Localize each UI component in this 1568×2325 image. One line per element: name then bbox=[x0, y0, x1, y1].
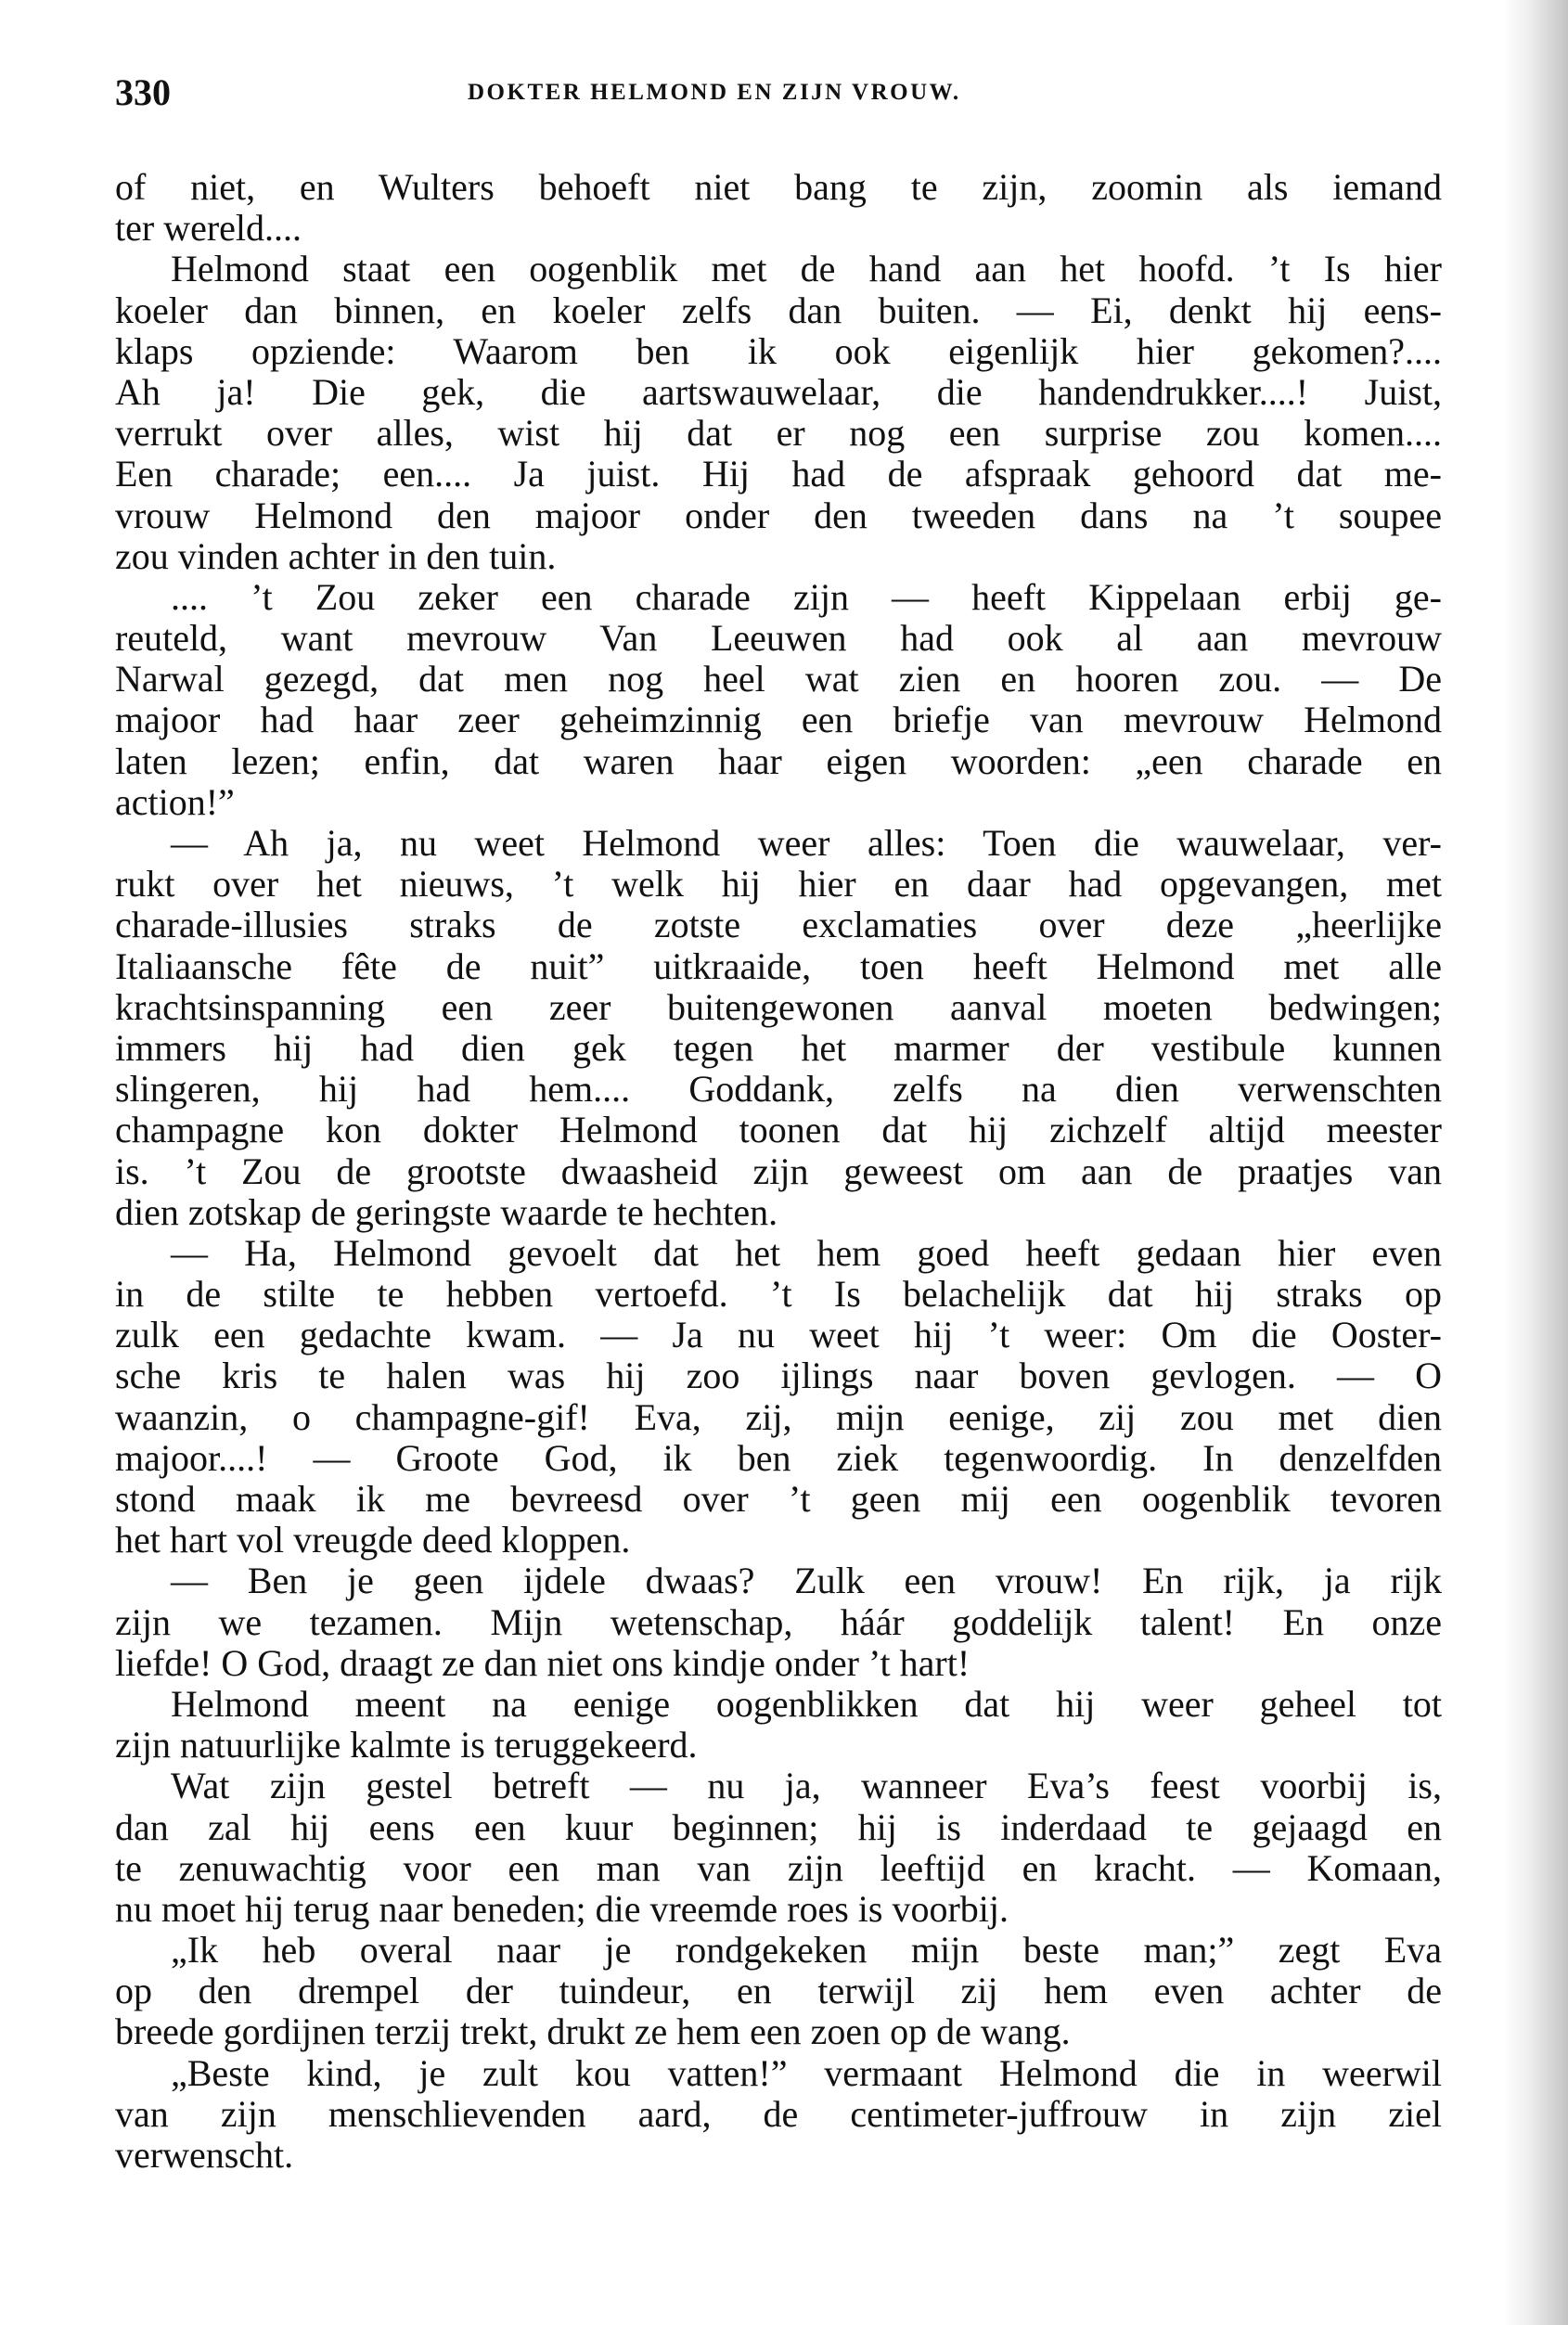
text-line: .... ’t Zou zeker een charade zijn — heeft Kippelaan erbij ge- bbox=[171, 575, 1442, 618]
text-line: stond maak ik me bevreesd over ’t geen mij een oogenblik tevoren bbox=[115, 1478, 1442, 1520]
page-header bbox=[115, 65, 1442, 121]
text-line: rukt over het nieuws, ’t welk hij hier en daar had opgevangen, met bbox=[115, 863, 1442, 906]
text-line: — Ah ja, nu weet Helmond weer alles: Toen die wauwelaar, ver- bbox=[171, 822, 1442, 864]
body-text bbox=[115, 167, 1442, 2176]
text-line: het hart vol vreugde deed kloppen. bbox=[115, 1519, 631, 1561]
text-line: krachtsinspanning een zeer buitengewonen aanval moeten bedwingen; bbox=[115, 985, 1442, 1028]
text-line: breede gordijnen terzij trekt, drukt ze hem een zoen op de wang. bbox=[115, 2010, 1071, 2053]
text-line: — Ha, Helmond gevoelt dat het hem goed heeft gedaan hier even bbox=[171, 1231, 1442, 1274]
text-line: „Beste kind, je zult kou vatten!” vermaant Helmond die in weerwil bbox=[171, 2051, 1442, 2094]
text-line: ter wereld.... bbox=[115, 207, 302, 250]
text-line: laten lezen; enfin, dat waren haar eigen woorden: „een charade en bbox=[115, 739, 1442, 782]
text-line: klaps opziende: Waarom ben ik ook eigenlijk hier gekomen?.... bbox=[115, 329, 1442, 372]
text-line: nu moet hij terug naar beneden; die vreemde roes is voorbij. bbox=[115, 1887, 1009, 1930]
text-line: is. ’t Zou de grootste dwaasheid zijn geweest om aan de praatjes van bbox=[115, 1150, 1442, 1192]
text-line: of niet, en Wulters behoeft niet bang te zijn, zoomin als iemand bbox=[115, 166, 1442, 208]
text-line: zou vinden achter in den tuin. bbox=[115, 534, 557, 577]
page-gutter-shadow bbox=[1503, 0, 1568, 2325]
text-line: reuteld, want mevrouw Van Leeuwen had ook al aan mevrouw bbox=[115, 617, 1442, 660]
text-line: Wat zijn gestel betreft — nu ja, wanneer Eva’s feest voorbij is, bbox=[171, 1765, 1442, 1807]
text-line: vrouw Helmond den majoor onder den tweeden dans na ’t soupee bbox=[115, 494, 1442, 536]
text-line: champagne kon dokter Helmond toonen dat hij zichzelf altijd meester bbox=[115, 1109, 1442, 1151]
text-line: Een charade; een.... Ja juist. Hij had de afspraak gehoord dat me- bbox=[115, 453, 1442, 495]
text-line: action!” bbox=[115, 780, 235, 823]
text-line: verrukt over alles, wist hij dat er nog een surprise zou komen.... bbox=[115, 412, 1442, 455]
text-line: in de stilte te hebben vertoefd. ’t Is belachelijk dat hij straks op bbox=[115, 1273, 1442, 1316]
page-number: 330 bbox=[115, 71, 171, 113]
text-line: Italiaansche fête de nuit” uitkraaide, toen heeft Helmond met alle bbox=[115, 944, 1442, 987]
text-line: „Ik heb overal naar je rondgekeken mijn beste man;” zegt Eva bbox=[171, 1929, 1442, 1972]
text-line: charade-illusies straks de zotste exclamaties over deze „heerlijke bbox=[115, 904, 1442, 946]
text-line: liefde! O God, draagt ze dan niet ons kindje onder ’t hart! bbox=[115, 1641, 970, 1684]
text-line: Narwal gezegd, dat men nog heel wat zien en hooren zou. — De bbox=[115, 658, 1442, 700]
text-line: Helmond staat een oogenblik met de hand aan het hoofd. ’t Is hier bbox=[171, 248, 1442, 290]
text-line: koeler dan binnen, en koeler zelfs dan buiten. — Ei, denkt hij eens- bbox=[115, 289, 1442, 331]
text-line: verwenscht. bbox=[115, 2134, 294, 2176]
text-line: zijn we tezamen. Mijn wetenschap, háár goddelijk talent! En onze bbox=[115, 1600, 1442, 1643]
text-line: — Ben je geen ijdele dwaas? Zulk een vrouw! En rijk, ja rijk bbox=[171, 1560, 1442, 1602]
text-line: zulk een gedachte kwam. — Ja nu weet hij ’t weer: Om die Ooster- bbox=[115, 1314, 1442, 1356]
running-title: DOKTER HELMOND EN ZIJN VROUW. bbox=[468, 80, 961, 105]
text-line: dan zal hij eens een kuur beginnen; hij is inderdaad te gejaagd en bbox=[115, 1805, 1442, 1848]
text-line: dien zotskap de geringste waarde te hechten. bbox=[115, 1190, 778, 1233]
text-line: van zijn menschlievenden aard, de centimeter-juffrouw in zijn ziel bbox=[115, 2092, 1442, 2135]
text-line: Ah ja! Die gek, die aartswauwelaar, die handendrukker....! Juist, bbox=[115, 370, 1442, 413]
text-line: immers hij had dien gek tegen het marmer der vestibule kunnen bbox=[115, 1026, 1442, 1069]
text-line: te zenuwachtig voor een man van zijn leeftijd en kracht. — Komaan, bbox=[115, 1846, 1442, 1889]
text-line: Helmond meent na eenige oogenblikken dat hij weer geheel tot bbox=[171, 1682, 1442, 1725]
text-line: slingeren, hij had hem.... Goddank, zelfs na dien verwenschten bbox=[115, 1068, 1442, 1111]
text-line: op den drempel der tuindeur, en terwijl zij hem even achter de bbox=[115, 1970, 1442, 2012]
text-line: waanzin, o champagne-gif! Eva, zij, mijn eenige, zij zou met dien bbox=[115, 1395, 1442, 1438]
text-line: sche kris te halen was hij zoo ijlings naar boven gevlogen. — O bbox=[115, 1355, 1442, 1397]
text-line: zijn natuurlijke kalmte is teruggekeerd. bbox=[115, 1724, 698, 1766]
text-line: majoor....! — Groote God, ik ben ziek tegenwoordig. In denzelfden bbox=[115, 1436, 1442, 1479]
text-line: majoor had haar zeer geheimzinnig een briefje van mevrouw Helmond bbox=[115, 699, 1442, 741]
